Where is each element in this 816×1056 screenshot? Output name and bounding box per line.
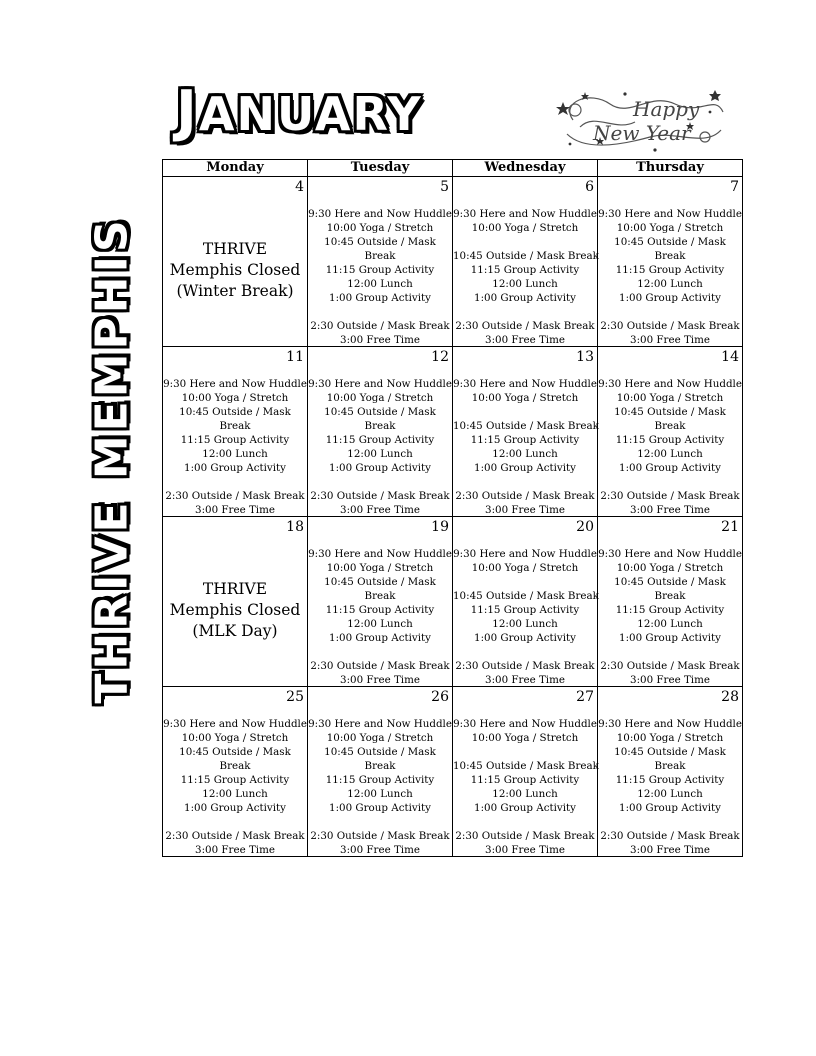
- schedule-line: [453, 815, 597, 829]
- logo-text-happy: Happy: [633, 97, 700, 121]
- schedule-line: 10:45 Outside / Mask Break: [453, 420, 599, 432]
- schedule-line: 2:30 Outside / Mask Break: [455, 490, 595, 502]
- schedule-line: 11:15 Group Activity: [180, 434, 290, 446]
- week-row: [163, 347, 743, 517]
- schedule-line: 3:00 Free Time: [630, 674, 710, 686]
- day-cell: [453, 177, 598, 347]
- closed-notice-line: THRIVE: [202, 580, 268, 598]
- daily-schedule: [453, 377, 597, 517]
- week-row: [163, 687, 743, 857]
- daily-schedule: [163, 717, 307, 857]
- day-cell: [308, 517, 453, 687]
- daily-schedule: [453, 717, 597, 857]
- schedule-line: 10:00 Yoga / Stretch: [326, 222, 434, 234]
- schedule-line: [598, 815, 742, 829]
- schedule-line: 10:45 Outside / Mask: [324, 406, 436, 418]
- schedule-line: 2:30 Outside / Mask Break: [455, 320, 595, 332]
- schedule-line: 9:30 Here and Now Huddle: [308, 378, 452, 390]
- daily-schedule: [163, 377, 307, 517]
- schedule-line: 12:00 Lunch: [637, 278, 703, 290]
- schedule-line: Break: [654, 420, 686, 432]
- daily-schedule: [308, 717, 452, 857]
- daily-schedule: [308, 207, 452, 347]
- day-number: 14: [721, 349, 739, 365]
- closed-notice-line: (MLK Day): [192, 622, 278, 640]
- schedule-line: 1:00 Group Activity: [619, 292, 721, 304]
- schedule-line: Break: [219, 760, 251, 772]
- schedule-line: 3:00 Free Time: [630, 334, 710, 346]
- schedule-line: 12:00 Lunch: [492, 618, 558, 630]
- schedule-line: 11:15 Group Activity: [615, 434, 725, 446]
- closed-notice: [163, 239, 307, 302]
- day-cell: [308, 687, 453, 857]
- daily-schedule: [308, 547, 452, 687]
- schedule-line: 1:00 Group Activity: [619, 802, 721, 814]
- schedule-line: 10:45 Outside / Mask: [179, 406, 291, 418]
- weekday-header: Thursday: [598, 160, 743, 177]
- closed-notice: [163, 579, 307, 642]
- schedule-line: 11:15 Group Activity: [325, 264, 435, 276]
- schedule-line: [453, 235, 597, 249]
- schedule-line: 2:30 Outside / Mask Break: [310, 830, 450, 842]
- schedule-line: Break: [364, 420, 396, 432]
- schedule-line: 2:30 Outside / Mask Break: [600, 490, 740, 502]
- day-cell: [453, 687, 598, 857]
- schedule-line: [453, 305, 597, 319]
- schedule-line: 11:15 Group Activity: [470, 774, 580, 786]
- schedule-line: 10:00 Yoga / Stretch: [181, 732, 289, 744]
- schedule-line: 9:30 Here and Now Huddle: [308, 208, 452, 220]
- schedule-line: Break: [364, 250, 396, 262]
- happy-new-year-logo: [555, 82, 730, 157]
- day-cell: [163, 517, 308, 687]
- schedule-line: 10:00 Yoga / Stretch: [326, 392, 434, 404]
- closed-notice-line: (Winter Break): [176, 282, 294, 300]
- schedule-line: 3:00 Free Time: [195, 504, 275, 516]
- schedule-line: 10:00 Yoga / Stretch: [616, 562, 724, 574]
- schedule-line: 9:30 Here and Now Huddle: [308, 548, 452, 560]
- daily-schedule: [598, 547, 742, 687]
- schedule-line: 10:45 Outside / Mask: [324, 236, 436, 248]
- month-title: [176, 79, 423, 144]
- schedule-line: 9:30 Here and Now Huddle: [163, 378, 307, 390]
- schedule-line: [453, 645, 597, 659]
- month-title-rest: ANUARY: [198, 87, 423, 141]
- schedule-line: [163, 475, 307, 489]
- day-number: 6: [585, 179, 594, 195]
- daily-schedule: [598, 207, 742, 347]
- schedule-line: 9:30 Here and Now Huddle: [598, 718, 742, 730]
- daily-schedule: [598, 717, 742, 857]
- schedule-line: 9:30 Here and Now Huddle: [453, 718, 597, 730]
- weekday-header: Wednesday: [453, 160, 598, 177]
- schedule-line: 2:30 Outside / Mask Break: [600, 320, 740, 332]
- schedule-line: [453, 575, 597, 589]
- schedule-line: 10:00 Yoga / Stretch: [616, 222, 724, 234]
- schedule-line: 1:00 Group Activity: [474, 632, 576, 644]
- schedule-line: [453, 475, 597, 489]
- schedule-line: 1:00 Group Activity: [619, 462, 721, 474]
- schedule-line: 1:00 Group Activity: [474, 462, 576, 474]
- schedule-line: 9:30 Here and Now Huddle: [598, 548, 742, 560]
- schedule-line: 3:00 Free Time: [485, 674, 565, 686]
- schedule-line: 10:45 Outside / Mask: [614, 576, 726, 588]
- schedule-line: 1:00 Group Activity: [329, 292, 431, 304]
- schedule-line: 9:30 Here and Now Huddle: [598, 208, 742, 220]
- schedule-line: 9:30 Here and Now Huddle: [453, 378, 597, 390]
- schedule-line: 12:00 Lunch: [637, 618, 703, 630]
- schedule-line: 3:00 Free Time: [485, 504, 565, 516]
- day-number: 28: [721, 689, 739, 705]
- schedule-line: 11:15 Group Activity: [325, 774, 435, 786]
- day-number: 5: [440, 179, 449, 195]
- schedule-line: 10:00 Yoga / Stretch: [181, 392, 289, 404]
- schedule-line: 10:45 Outside / Mask: [614, 746, 726, 758]
- schedule-line: [453, 745, 597, 759]
- schedule-line: 10:45 Outside / Mask: [179, 746, 291, 758]
- schedule-line: 9:30 Here and Now Huddle: [163, 718, 307, 730]
- schedule-line: 11:15 Group Activity: [470, 434, 580, 446]
- schedule-line: 11:15 Group Activity: [615, 774, 725, 786]
- schedule-line: 2:30 Outside / Mask Break: [600, 660, 740, 672]
- schedule-line: 9:30 Here and Now Huddle: [598, 378, 742, 390]
- schedule-line: 10:00 Yoga / Stretch: [471, 222, 579, 234]
- day-cell: [163, 177, 308, 347]
- schedule-line: 2:30 Outside / Mask Break: [165, 830, 305, 842]
- weekday-header-row: [163, 160, 743, 177]
- day-cell: [598, 687, 743, 857]
- schedule-line: 10:00 Yoga / Stretch: [326, 732, 434, 744]
- schedule-line: 11:15 Group Activity: [470, 264, 580, 276]
- day-number: 11: [286, 349, 304, 365]
- schedule-line: 12:00 Lunch: [347, 448, 413, 460]
- schedule-line: [598, 305, 742, 319]
- schedule-line: 12:00 Lunch: [492, 278, 558, 290]
- day-cell: [598, 517, 743, 687]
- weekday-header: Tuesday: [308, 160, 453, 177]
- schedule-line: 10:45 Outside / Mask Break: [453, 250, 599, 262]
- schedule-line: 12:00 Lunch: [347, 788, 413, 800]
- schedule-line: 1:00 Group Activity: [619, 632, 721, 644]
- closed-notice-line: Memphis Closed: [169, 261, 301, 279]
- weekday-header: Monday: [163, 160, 308, 177]
- day-cell: [163, 687, 308, 857]
- schedule-line: 2:30 Outside / Mask Break: [455, 830, 595, 842]
- day-cell: [453, 517, 598, 687]
- day-cell: [308, 177, 453, 347]
- week-row: [163, 517, 743, 687]
- schedule-line: [598, 475, 742, 489]
- schedule-line: [598, 645, 742, 659]
- schedule-line: 1:00 Group Activity: [329, 632, 431, 644]
- schedule-line: 1:00 Group Activity: [184, 802, 286, 814]
- day-number: 19: [431, 519, 449, 535]
- schedule-line: 1:00 Group Activity: [329, 462, 431, 474]
- schedule-line: 10:45 Outside / Mask: [614, 406, 726, 418]
- day-number: 20: [576, 519, 594, 535]
- day-cell: [598, 177, 743, 347]
- daily-schedule: [453, 547, 597, 687]
- schedule-line: [453, 405, 597, 419]
- day-number: 4: [295, 179, 304, 195]
- day-number: 27: [576, 689, 594, 705]
- schedule-line: 3:00 Free Time: [630, 504, 710, 516]
- schedule-line: 2:30 Outside / Mask Break: [455, 660, 595, 672]
- schedule-line: 3:00 Free Time: [340, 504, 420, 516]
- schedule-line: 10:00 Yoga / Stretch: [471, 732, 579, 744]
- schedule-line: 11:15 Group Activity: [615, 264, 725, 276]
- logo-text-new-year: New Year: [593, 121, 691, 145]
- day-cell: [598, 347, 743, 517]
- schedule-line: 10:45 Outside / Mask: [614, 236, 726, 248]
- schedule-line: 12:00 Lunch: [202, 788, 268, 800]
- schedule-line: 10:45 Outside / Mask Break: [453, 760, 599, 772]
- schedule-line: 11:15 Group Activity: [325, 604, 435, 616]
- schedule-line: 10:00 Yoga / Stretch: [616, 732, 724, 744]
- schedule-line: 12:00 Lunch: [347, 278, 413, 290]
- day-cell: [163, 347, 308, 517]
- schedule-line: [308, 815, 452, 829]
- schedule-line: 3:00 Free Time: [340, 674, 420, 686]
- week-row: [163, 177, 743, 347]
- schedule-line: 10:45 Outside / Mask: [324, 576, 436, 588]
- schedule-line: 12:00 Lunch: [637, 448, 703, 460]
- day-cell: [308, 347, 453, 517]
- schedule-line: 10:00 Yoga / Stretch: [326, 562, 434, 574]
- schedule-line: [308, 305, 452, 319]
- schedule-line: 12:00 Lunch: [202, 448, 268, 460]
- schedule-line: 9:30 Here and Now Huddle: [308, 718, 452, 730]
- schedule-line: 12:00 Lunch: [347, 618, 413, 630]
- day-number: 18: [286, 519, 304, 535]
- schedule-line: 12:00 Lunch: [492, 788, 558, 800]
- closed-notice-line: THRIVE: [202, 240, 268, 258]
- schedule-line: 10:00 Yoga / Stretch: [471, 392, 579, 404]
- schedule-line: 9:30 Here and Now Huddle: [453, 208, 597, 220]
- schedule-line: 11:15 Group Activity: [615, 604, 725, 616]
- day-number: 12: [431, 349, 449, 365]
- schedule-line: 2:30 Outside / Mask Break: [310, 660, 450, 672]
- schedule-line: 2:30 Outside / Mask Break: [310, 490, 450, 502]
- daily-schedule: [598, 377, 742, 517]
- schedule-line: 2:30 Outside / Mask Break: [600, 830, 740, 842]
- schedule-line: 10:00 Yoga / Stretch: [616, 392, 724, 404]
- schedule-line: 11:15 Group Activity: [470, 604, 580, 616]
- day-cell: [453, 347, 598, 517]
- day-number: 13: [576, 349, 594, 365]
- schedule-line: Break: [364, 590, 396, 602]
- closed-notice-line: Memphis Closed: [169, 601, 301, 619]
- day-number: 7: [730, 179, 739, 195]
- org-name-vertical: THRIVE MEMPHIS: [86, 216, 138, 704]
- schedule-line: [163, 815, 307, 829]
- schedule-line: 2:30 Outside / Mask Break: [310, 320, 450, 332]
- daily-schedule: [453, 207, 597, 347]
- schedule-line: Break: [654, 590, 686, 602]
- calendar-grid: [162, 159, 743, 857]
- day-number: 21: [721, 519, 739, 535]
- daily-schedule: [308, 377, 452, 517]
- schedule-line: 1:00 Group Activity: [329, 802, 431, 814]
- schedule-line: Break: [364, 760, 396, 772]
- day-number: 26: [431, 689, 449, 705]
- day-number: 25: [286, 689, 304, 705]
- schedule-line: Break: [219, 420, 251, 432]
- schedule-line: 3:00 Free Time: [340, 334, 420, 346]
- schedule-line: 3:00 Free Time: [340, 844, 420, 856]
- schedule-line: 12:00 Lunch: [492, 448, 558, 460]
- schedule-line: 12:00 Lunch: [637, 788, 703, 800]
- schedule-line: Break: [654, 250, 686, 262]
- schedule-line: [308, 645, 452, 659]
- schedule-line: 10:45 Outside / Mask Break: [453, 590, 599, 602]
- schedule-line: 1:00 Group Activity: [474, 802, 576, 814]
- schedule-line: 3:00 Free Time: [485, 844, 565, 856]
- schedule-line: Break: [654, 760, 686, 772]
- schedule-line: 10:00 Yoga / Stretch: [471, 562, 579, 574]
- schedule-line: 1:00 Group Activity: [474, 292, 576, 304]
- schedule-line: 3:00 Free Time: [630, 844, 710, 856]
- schedule-line: 10:45 Outside / Mask: [324, 746, 436, 758]
- schedule-line: 3:00 Free Time: [485, 334, 565, 346]
- schedule-line: 2:30 Outside / Mask Break: [165, 490, 305, 502]
- schedule-line: 11:15 Group Activity: [180, 774, 290, 786]
- schedule-line: 9:30 Here and Now Huddle: [453, 548, 597, 560]
- schedule-line: [308, 475, 452, 489]
- month-title-initial: J: [176, 79, 199, 144]
- schedule-line: 1:00 Group Activity: [184, 462, 286, 474]
- schedule-line: 11:15 Group Activity: [325, 434, 435, 446]
- schedule-line: 3:00 Free Time: [195, 844, 275, 856]
